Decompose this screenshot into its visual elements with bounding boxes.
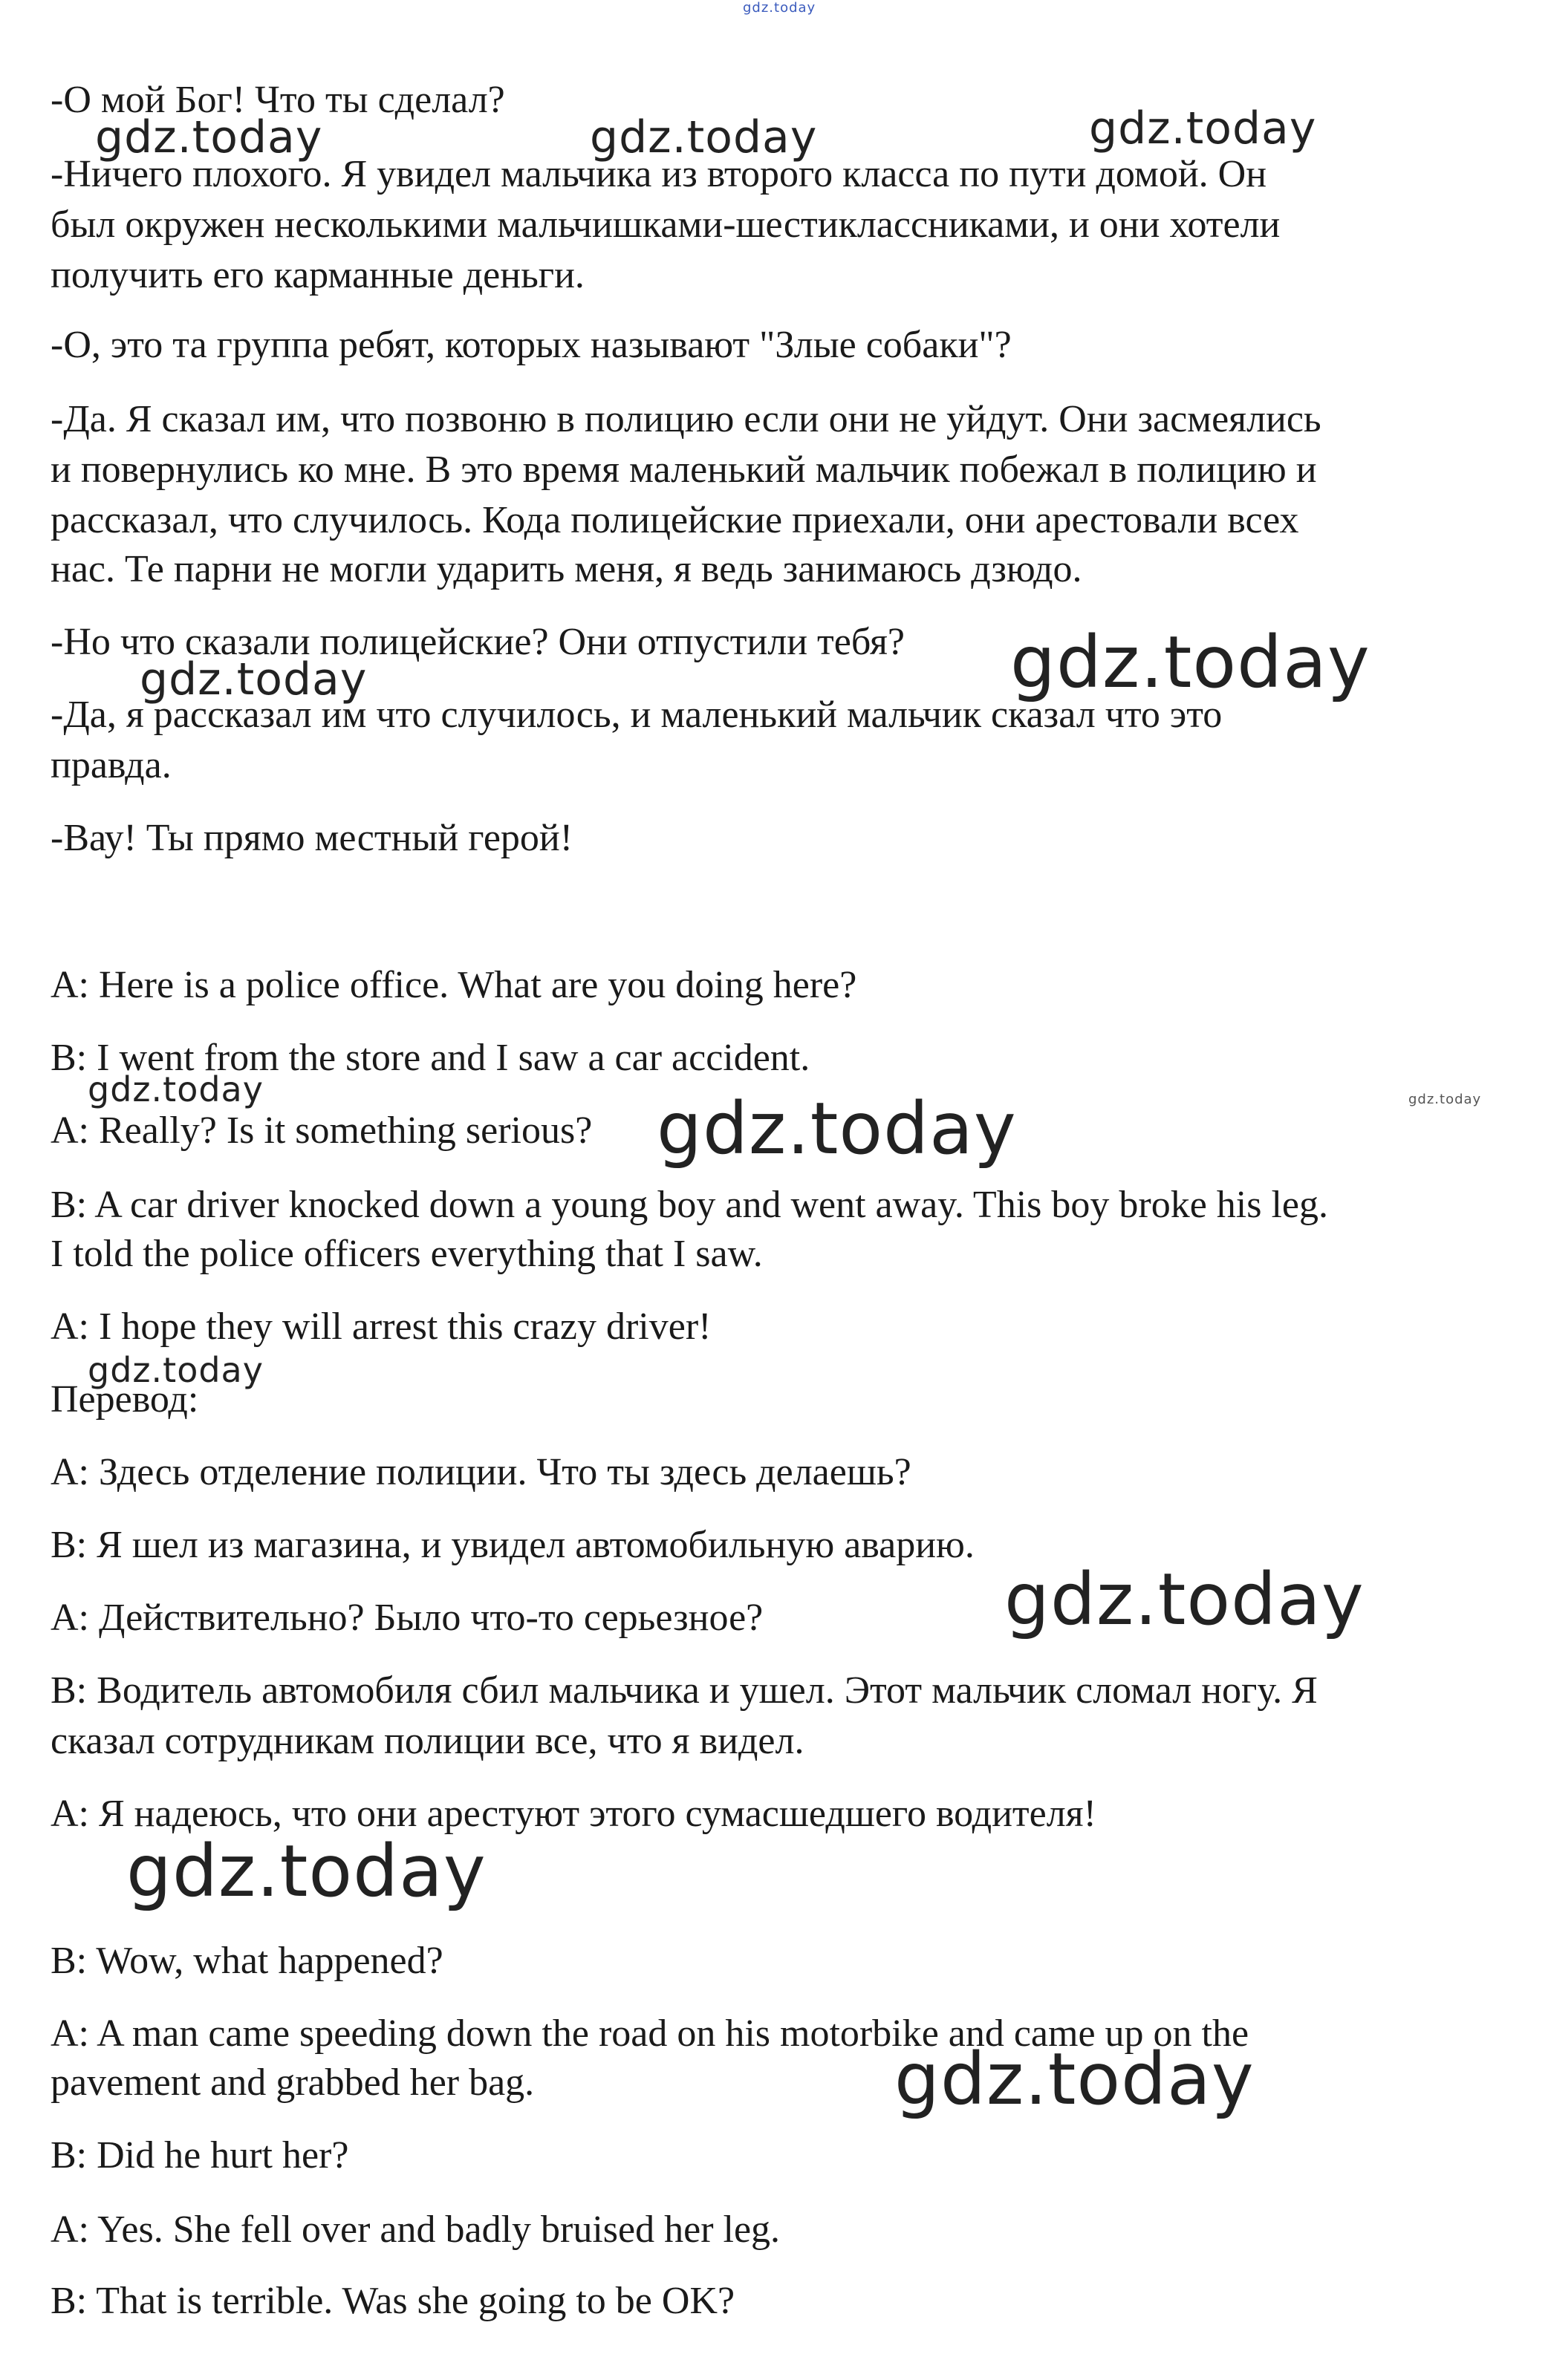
text-line: A: Really? Is it something serious? bbox=[51, 1109, 593, 1152]
text-line: B: Wow, what happened? bbox=[51, 1940, 443, 1982]
text-line: A: Действительно? Было что-то серьезное? bbox=[51, 1597, 764, 1639]
watermark: gdz.today bbox=[894, 2038, 1255, 2121]
text-line: и повернулись ко мне. В это время маленький мальчик побежал в полицию и bbox=[51, 449, 1317, 491]
text-line: B: A car driver knocked down a young boy and went away. This boy broke his leg. bbox=[51, 1184, 1328, 1226]
text-line: -О, это та группа ребят, которых называют "Злые собаки"? bbox=[51, 324, 1012, 366]
watermark: gdz.today bbox=[88, 1069, 264, 1109]
watermark: gdz.today bbox=[590, 111, 818, 163]
text-line: A: Here is a police office. What are you doing here? bbox=[51, 964, 857, 1006]
text-line: A: I hope they will arrest this crazy driver! bbox=[51, 1305, 712, 1348]
text-line: B: That is terrible. Was she going to be OK? bbox=[51, 2280, 735, 2322]
text-line: получить его карманные деньги. bbox=[51, 254, 585, 296]
text-line: Перевод: bbox=[51, 1378, 199, 1421]
text-line: правда. bbox=[51, 744, 172, 786]
watermark: gdz.today bbox=[88, 1350, 264, 1390]
text-line: B: Did he hurt her? bbox=[51, 2134, 349, 2177]
text-line: -Ничего плохого. Я увидел мальчика из второго класса по пути домой. Он bbox=[51, 153, 1267, 195]
text-line: B: Водитель автомобиля сбил мальчика и ушел. Этот мальчик сломал ногу. Я bbox=[51, 1669, 1318, 1712]
watermark: gdz.today bbox=[1010, 621, 1370, 704]
text-line: B: I went from the store and I saw a car accident. bbox=[51, 1037, 810, 1079]
text-line: -О мой Бог! Что ты сделал? bbox=[51, 79, 505, 121]
text-line: -Да. Я сказал им, что позвоню в полицию если они не уйдут. Они засмеялись bbox=[51, 398, 1321, 440]
text-line: -Вау! Ты прямо местный герой! bbox=[51, 817, 573, 859]
text-line: A: Yes. She fell over and badly bruised her leg. bbox=[51, 2208, 781, 2251]
text-line: -Но что сказали полицейские? Они отпустили тебя? bbox=[51, 621, 905, 663]
text-line: рассказал, что случилось. Кода полицейские приехали, они арестовали всех bbox=[51, 499, 1299, 541]
text-line: A: Я надеюсь, что они арестуют этого сумасшедшего водителя! bbox=[51, 1793, 1096, 1835]
watermark: gdz.today bbox=[126, 1830, 487, 1913]
watermark: gdz.today bbox=[1004, 1558, 1365, 1641]
watermark: gdz.today bbox=[140, 653, 368, 705]
text-line: A: A man came speeding down the road on his motorbike and came up on the bbox=[51, 2012, 1249, 2055]
watermark-top: gdz.today bbox=[743, 0, 816, 16]
watermark: gdz.today bbox=[95, 111, 323, 163]
text-line: pavement and grabbed her bag. bbox=[51, 2061, 535, 2104]
text-line: B: Я шел из магазина, и увидел автомобильную аварию. bbox=[51, 1524, 975, 1566]
text-line: был окружен несколькими мальчишками-шестиклассниками, и они хотели bbox=[51, 203, 1281, 246]
text-line: I told the police officers everything that I saw. bbox=[51, 1233, 763, 1275]
text-line: нас. Те парни не могли ударить меня, я ведь занимаюсь дзюдо. bbox=[51, 548, 1082, 590]
watermark: gdz.today bbox=[1089, 102, 1317, 154]
text-line: -Да, я рассказал им что случилось, и маленький мальчик сказал что это bbox=[51, 694, 1223, 736]
text-line: A: Здесь отделение полиции. Что ты здесь делаешь? bbox=[51, 1451, 911, 1493]
watermark: gdz.today bbox=[1408, 1092, 1482, 1107]
watermark: gdz.today bbox=[657, 1087, 1017, 1170]
text-line: сказал сотрудникам полиции все, что я видел. bbox=[51, 1720, 804, 1762]
